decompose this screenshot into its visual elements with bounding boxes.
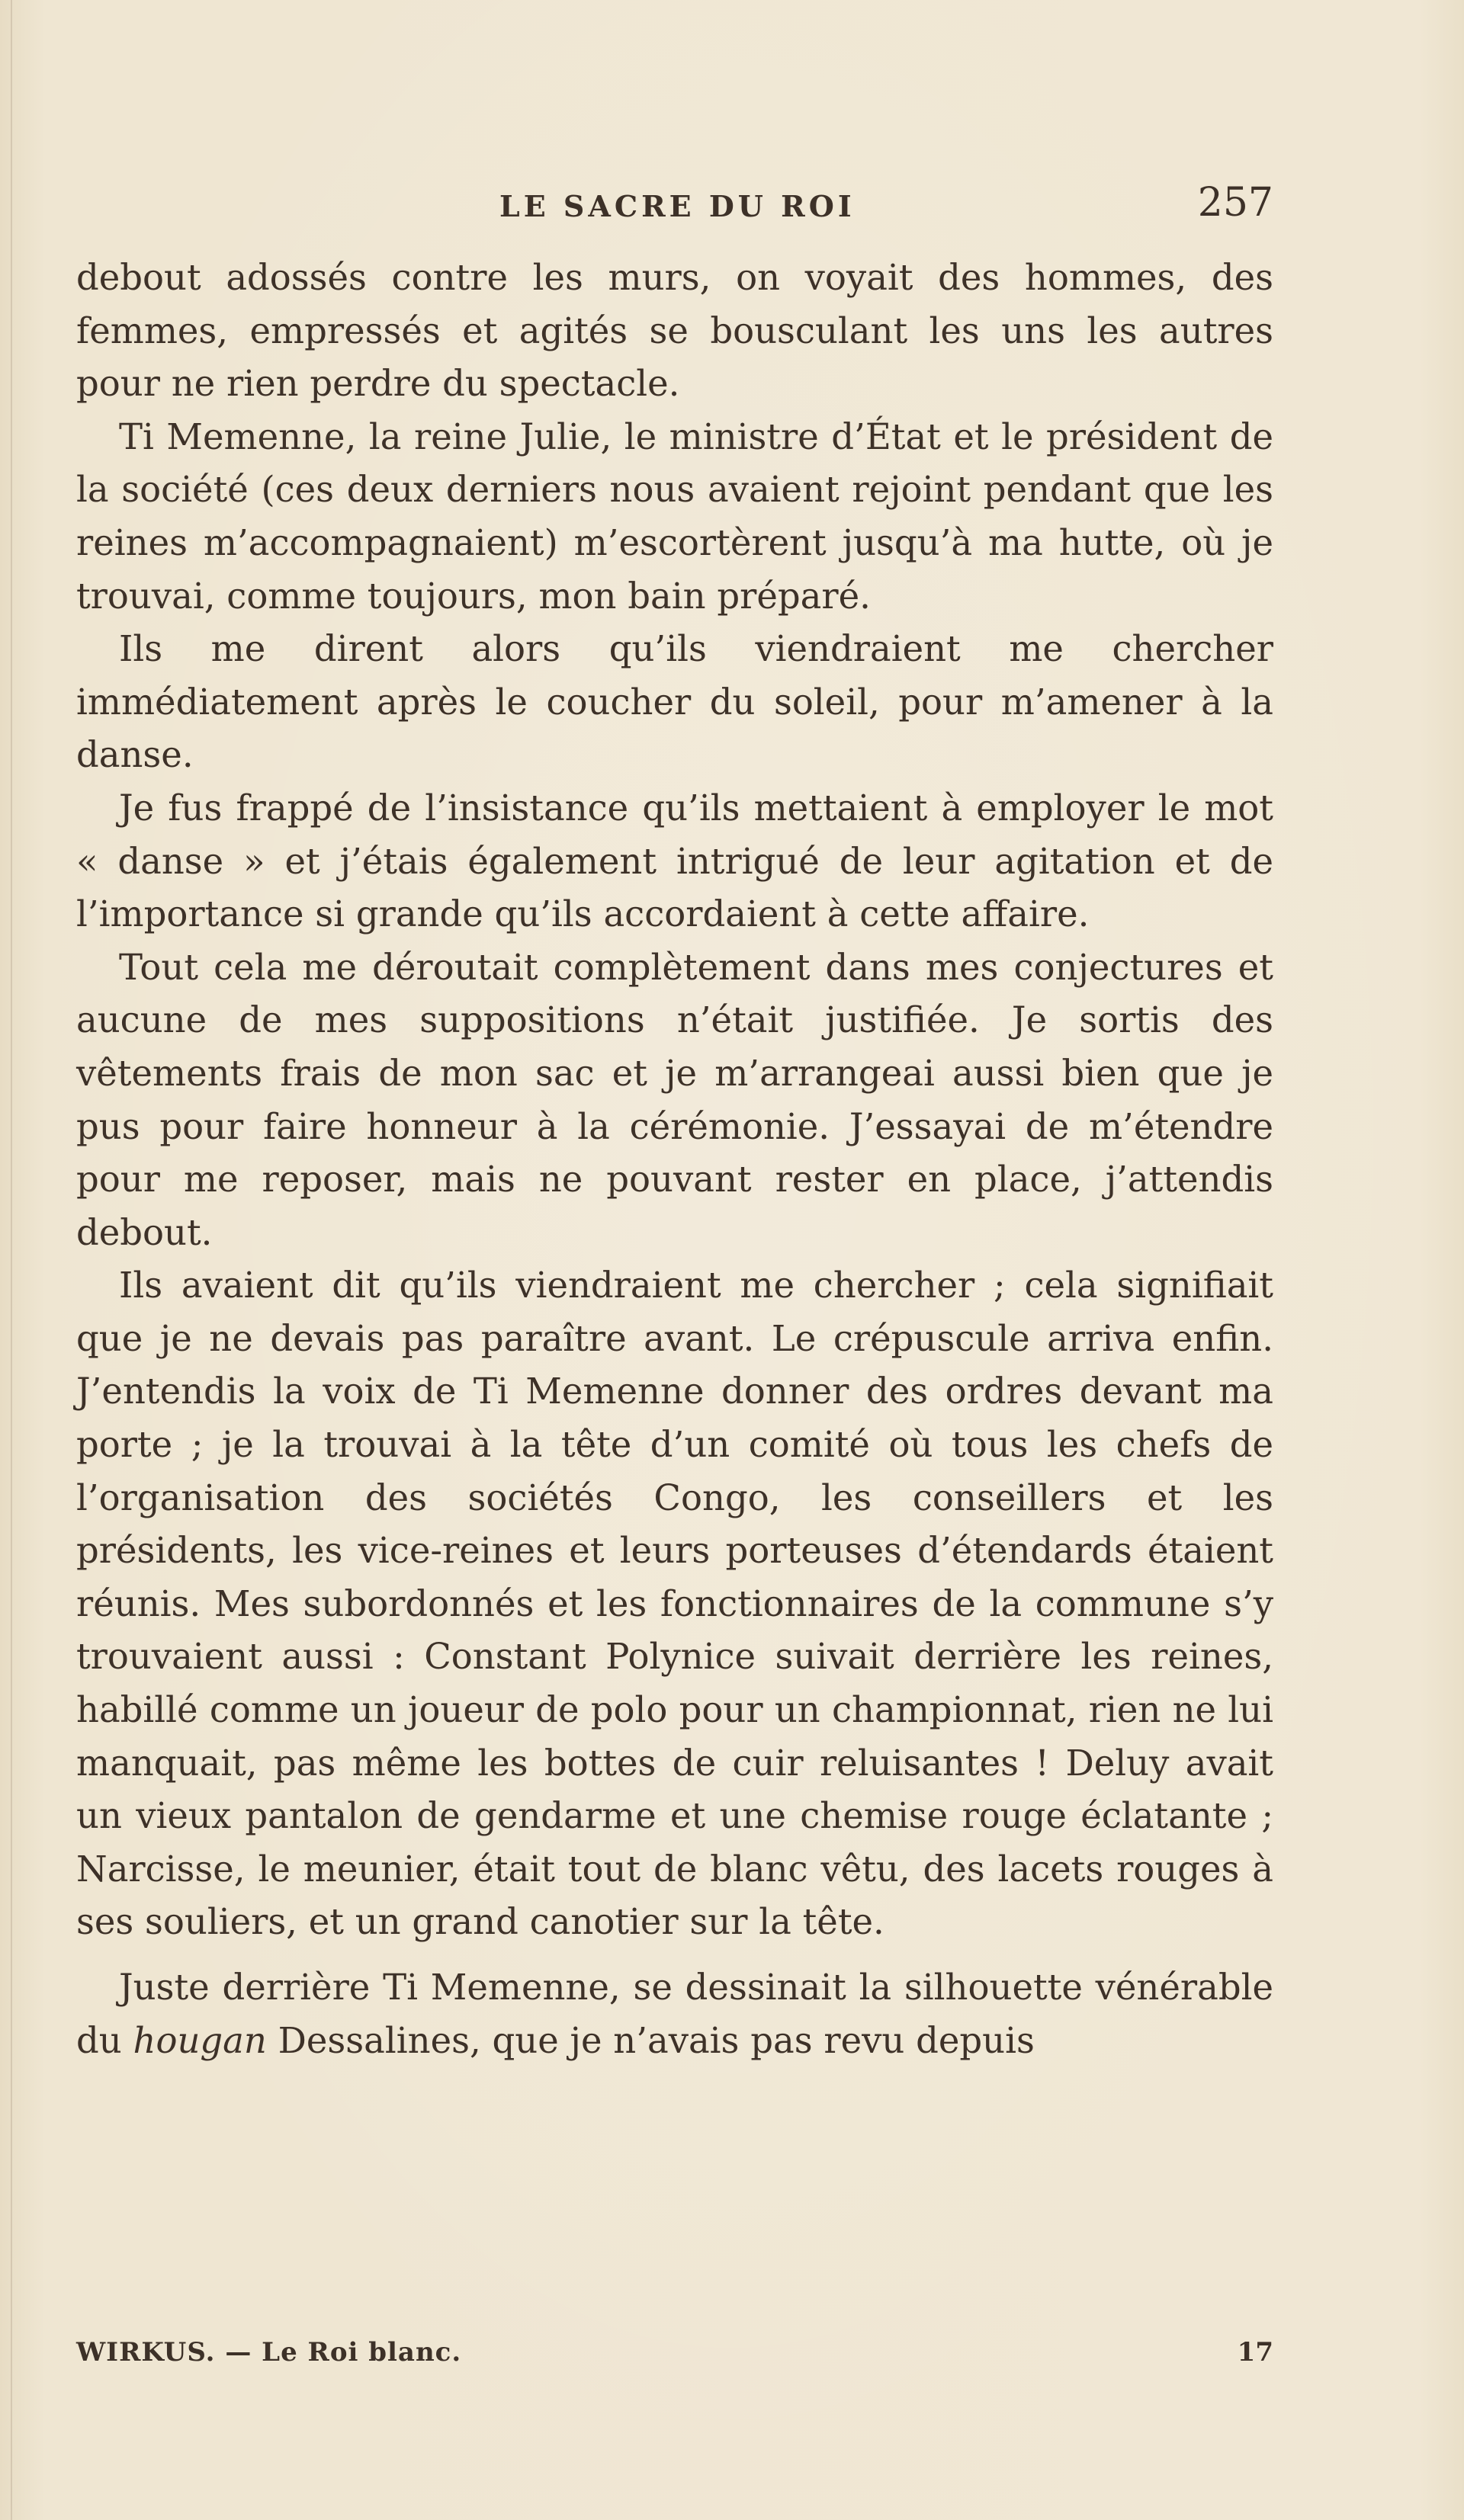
paragraph: Ils me dirent alors qu’ils viendraient me chercher immédiatement après le coucher du soleil, pour m’amener à la danse. xyxy=(76,628,1273,776)
signature-mark: 17 xyxy=(1237,2337,1273,2368)
paragraph: debout adossés contre les murs, on voyait des hommes, des femmes, empressés et agités se bousculant les uns les autres pour ne rien perdre du spectacle. xyxy=(76,257,1273,405)
paragraph: Ti Memenne, la reine Julie, le ministre d’État et le président de la société (ces deux derniers nous avaient rejoint pendant que les reines m’accompagnaient) m’escortèrent jusqu’à ma hutte, où je trouvai, comme toujours, mon bain préparé. xyxy=(76,415,1273,617)
footer-author: WIRKUS. — Le Roi blanc. xyxy=(76,2337,462,2368)
italic-term: hougan xyxy=(133,2019,267,2061)
page-footer xyxy=(76,2337,1273,2375)
page-edge-line xyxy=(11,0,12,2520)
paragraph: Je fus frappé de l’insistance qu’ils mettaient à employer le mot « danse » et j’étais également intrigué de leur agitation et de l’importance si grande qu’ils accordaient à cette affaire. xyxy=(76,787,1273,935)
paragraph-text: Dessalines, que je n’avais pas revu depuis xyxy=(266,2019,1035,2061)
paragraph: Ils avaient dit qu’ils viendraient me chercher ; cela signifiait que je ne devais pas paraître avant. Le crépuscule arriva enfin. J’entendis la voix de Ti Memenne donner des ordres devant ma porte ; je la trouvai à la tête d’un comité où tous les chefs de l’organisation des sociétés Congo, les conseillers et les présidents, les vice-reines et leurs porteuses d’étendards étaient réunis. Mes subordonnés et les fonctionnaires de la commune s’y trouvaient aussi : Constant Polynice suivait derrière les reines, habillé comme un joueur de polo pour un championnat, rien ne lui manquait, pas même les bottes de cuir reluisantes ! Deluy avait un vieux pantalon de gendarme et une chemise rouge éclatante ; Narcisse, le meunier, était tout de blanc vêtu, des lacets rouges à ses souliers, et un grand canotier sur la tête. xyxy=(76,1265,1273,1943)
page-header xyxy=(76,180,1273,233)
running-title: LE SACRE DU ROI xyxy=(499,189,856,223)
page-number: 257 xyxy=(1197,180,1273,226)
paragraph: Tout cela me déroutait complètement dans mes conjectures et aucune de mes suppositions n’était justifiée. Je sortis des vêtements frais de mon sac et je m’arrangeai aussi bien que je pus pour faire honneur à la cérémonie. J’essayai de m’étendre pour me reposer, mais ne pouvant rester en place, j’attendis debout. xyxy=(76,946,1273,1253)
body-text xyxy=(76,252,1273,2067)
paragraph xyxy=(76,1961,1273,2067)
paragraph-text: Juste derrière Ti Memenne, se dessinait la silhouette vénérable du xyxy=(76,1967,1273,2061)
